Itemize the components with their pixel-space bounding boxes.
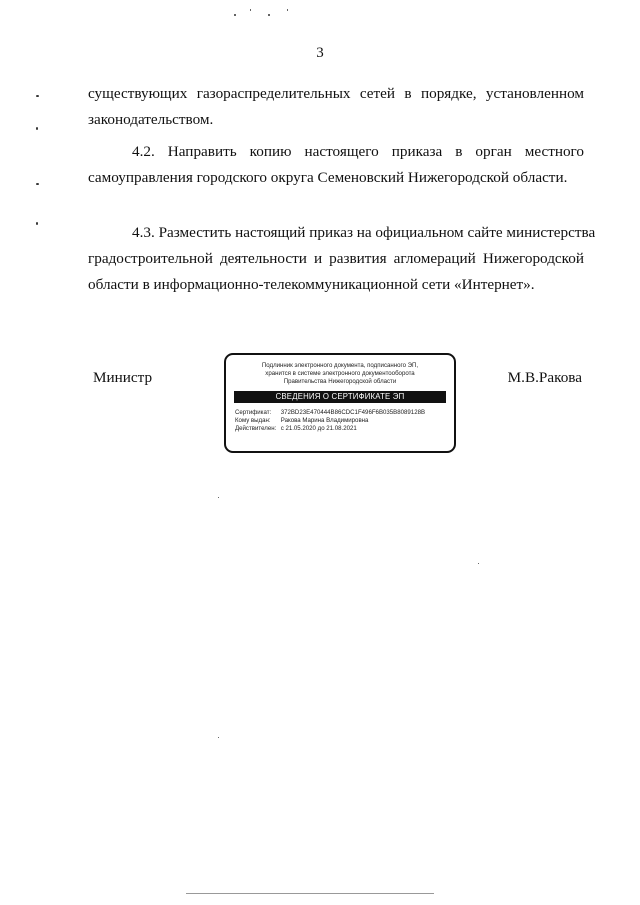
text-line: 4.2. Направить копию настоящего приказа в орган местного bbox=[132, 143, 584, 160]
text-line: 4.3. Разместить настоящий приказ на официальном сайте министерства bbox=[132, 224, 596, 241]
certificate-value: 372BD23E470444B86CDC1F496F6B035B8089128B bbox=[280, 409, 426, 416]
stamp-title: СВЕДЕНИЯ О СЕРТИФИКАТЕ ЭП bbox=[234, 391, 446, 403]
scan-speck bbox=[287, 9, 288, 11]
scan-speck bbox=[36, 95, 39, 97]
text-line: градостроительной деятельности и развития агломераций Нижегородской bbox=[88, 250, 584, 267]
validity-row bbox=[235, 425, 454, 433]
scan-speck bbox=[36, 183, 39, 185]
signatory-position: Министр bbox=[93, 369, 153, 386]
validity-value: с 21.05.2020 до 21.08.2021 bbox=[280, 425, 357, 432]
scan-speck bbox=[218, 737, 219, 738]
stamp-header-line: Правительства Нижегородской области bbox=[283, 378, 397, 385]
scan-speck bbox=[250, 9, 251, 11]
scan-speck bbox=[36, 222, 38, 225]
scan-edge-line bbox=[186, 893, 434, 894]
validity-label: Действителен: bbox=[235, 425, 277, 432]
paragraph-4-3 bbox=[88, 220, 596, 298]
issued-to-label: Кому выдан: bbox=[235, 417, 271, 424]
certificate-label: Сертификат: bbox=[235, 409, 272, 416]
paragraph-continuation bbox=[88, 81, 584, 133]
issued-to-row bbox=[235, 417, 454, 425]
stamp-info bbox=[235, 409, 454, 433]
issued-to-value: Ракова Марина Владимировна bbox=[280, 417, 369, 424]
scan-speck bbox=[234, 14, 236, 16]
stamp-header bbox=[226, 362, 454, 386]
electronic-signature-stamp bbox=[224, 353, 456, 453]
scan-speck bbox=[36, 127, 38, 130]
text-line: самоуправления городского округа Семеновский Нижегородской области. bbox=[88, 169, 568, 186]
text-line: законодательством. bbox=[88, 111, 214, 128]
scan-speck bbox=[218, 497, 219, 498]
page-number: 3 bbox=[316, 45, 324, 61]
signatory-name: М.В.Ракова bbox=[507, 369, 582, 386]
paragraph-4-2 bbox=[88, 139, 584, 191]
stamp-header-line: Подлинник электронного документа, подписанного ЭП, bbox=[261, 362, 419, 369]
scan-speck bbox=[478, 563, 479, 564]
text-line: существующих газораспределительных сетей в порядке, установленном bbox=[88, 85, 584, 102]
text-line: области в информационно-телекоммуникационной сети «Интернет». bbox=[88, 276, 535, 293]
scan-speck bbox=[268, 14, 270, 16]
stamp-header-line: хранится в системе электронного документооборота bbox=[265, 370, 415, 377]
certificate-row bbox=[235, 409, 454, 417]
